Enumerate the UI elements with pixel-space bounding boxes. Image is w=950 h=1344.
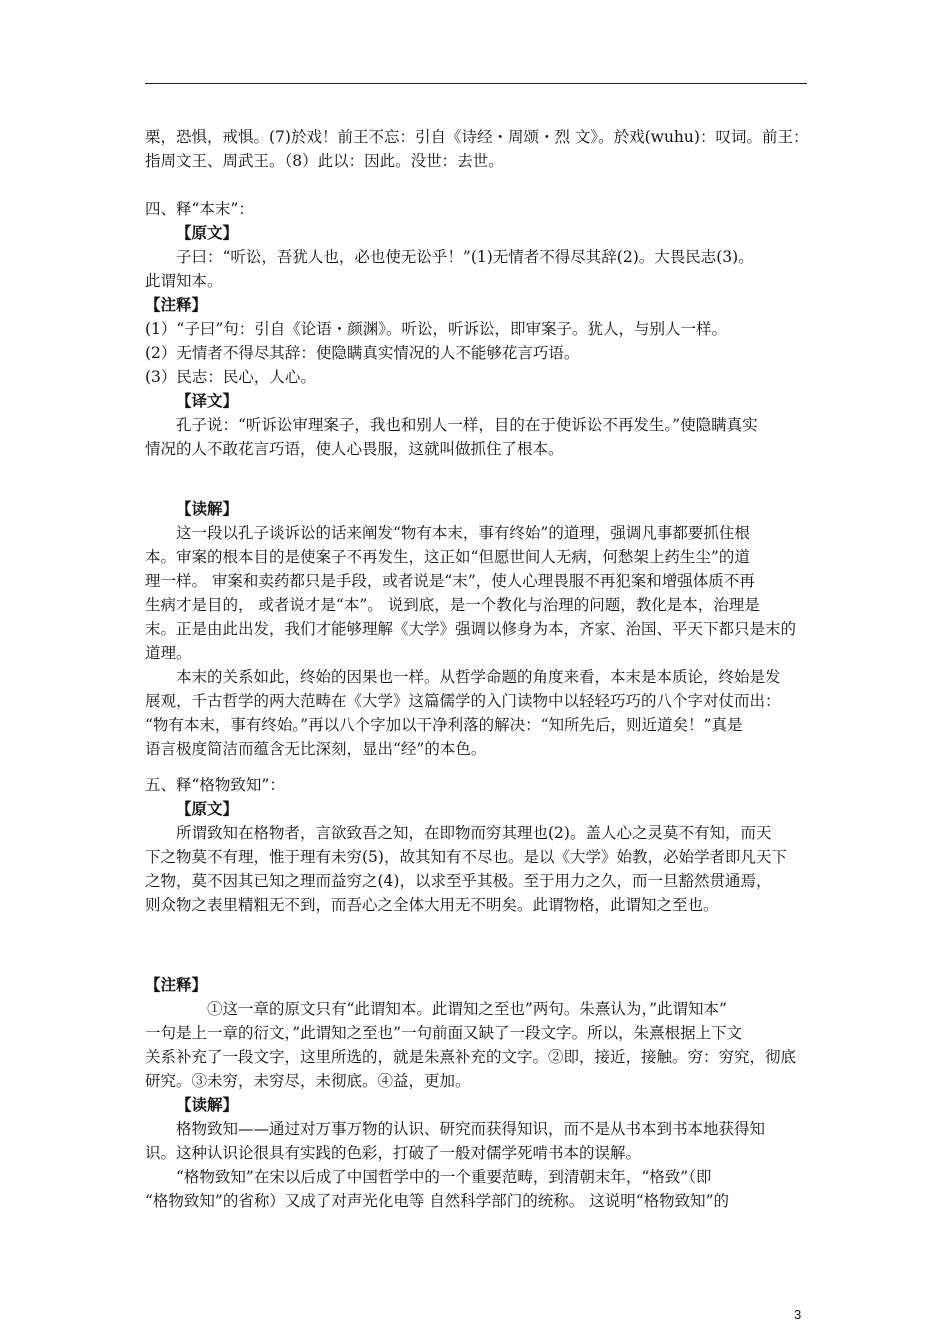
text-line: 此谓知本。 <box>145 272 223 290</box>
text-line: 识。这种认识论很具有实践的色彩，打破了一般对儒学死啃书本的误解。 <box>145 1144 642 1162</box>
subheading-original: 【原文】 <box>176 799 239 818</box>
text-line: “格物致知”的省称）又成了对声光化电等 自然科学部门的统称。 这说明“格物致知”的 <box>145 1192 730 1210</box>
section-four <box>145 197 807 461</box>
header-rule <box>145 83 807 84</box>
text-line: 格物致知——通过对万事万物的认识、研究而获得知识，而不是从书本到书本地获得知 <box>176 1120 766 1138</box>
text-line: 之物，莫不因其已知之理而益穷之(4)，以求至乎其极。至于用力之久，而一旦豁然贯通焉， <box>145 872 772 890</box>
text-line: 孔子说：“听诉讼审理案子，我也和别人一样，目的在于使诉讼不再发生。”使隐瞒真实 <box>176 416 758 434</box>
page-number: 3 <box>794 1307 802 1322</box>
text-line: 这一段以孔子谈诉讼的话来阐发“物有本末，事有终始”的道理，强调凡事都要抓住根 <box>176 524 750 542</box>
subheading-translation: 【译文】 <box>176 391 239 410</box>
text-line: 理一样。 审案和卖药都只是手段，或者说是“末”，使人心理畏服不再犯案和增强体质不再 <box>145 572 755 590</box>
text-line: 本。审案的根本目的是使案子不再发生，这正如“但愿世间人无病，何愁架上药生尘”的道 <box>145 548 750 566</box>
text-line: 道理。 <box>145 644 192 662</box>
text-line: 生病才是目的， 或者说才是“本”。 说到底，是一个教化与治理的问题，教化是本，治理是 <box>145 596 760 614</box>
text-line: ①这一章的原文只有“此谓知本。此谓知之至也”两句。朱熹认为，”此谓知本” <box>207 1000 727 1018</box>
text-line: 末。正是由此出发，我们才能够理解《大学》强调以修身为本，齐家、治国、平天下都只是末的 <box>145 620 797 638</box>
text-line: 一句是上一章的衍文，”此谓知之至也”一句前面又缺了一段文字。所以，朱熹根据上下文 <box>145 1024 743 1042</box>
text-line: 子曰：“听讼，吾犹人也，必也使无讼乎！”(1)无情者不得尽其辞(2)。大畏民志(3)。 <box>176 248 754 266</box>
subheading-notes: 【注释】 <box>145 295 208 314</box>
text-line: 所谓致知在格物者，言欲致吾之知，在即物而穷其理也(2)。盖人心之灵莫不有知，而天 <box>176 824 772 842</box>
section-five-notes <box>145 973 807 1213</box>
text-line: (3）民志：民心，人心。 <box>145 368 316 386</box>
text-line: 展观，千古哲学的两大范畴在《大学》这篇儒学的入门读物中以轻轻巧巧的八个字对仗而出： <box>145 692 781 710</box>
section-four-reading <box>145 497 807 761</box>
text-line: 关系补充了一段文字，这里所选的，就是朱熹补充的文字。②即，接近，接触。穷：穷究，彻底 <box>145 1048 797 1066</box>
subheading-reading: 【读解】 <box>176 1095 239 1114</box>
text-line: 栗，恐惧，戒惧。(7)於戏！前王不忘：引自《诗经・周颂・烈 文》。於戏(wuhu)：叹词。前王： <box>145 128 809 146</box>
subheading-reading: 【读解】 <box>176 499 239 518</box>
text-line: 指周文王、周武王。（8）此以：因此。没世：去世。 <box>145 152 504 170</box>
text-line: 研究。③未穷，未穷尽，未彻底。④益，更加。 <box>145 1072 471 1090</box>
text-line: 下之物莫不有理，惟于理有未穷(5)，故其知有不尽也。是以《大学》始教，必始学者即凡天下 <box>145 848 787 866</box>
subheading-original: 【原文】 <box>176 223 239 242</box>
text-line: (2）无情者不得尽其辞：使隐瞒真实情况的人不能够花言巧语。 <box>145 344 580 362</box>
section-heading: 四、释“本末”： <box>145 200 254 218</box>
text-line: 本末的关系如此，终始的因果也一样。从哲学命题的角度来看，本末是本质论，终始是发 <box>176 668 781 686</box>
text-line: “格物致知”在宋以后成了中国哲学中的一个重要范畴，到清朝末年，“格致”（即 <box>176 1168 712 1186</box>
text-line: “物有本末，事有终始。”再以八个字加以干净利落的解决：“知所先后，则近道矣！”真是 <box>145 716 743 734</box>
text-line: 语言极度简洁而蕴含无比深刻，显出“经”的本色。 <box>145 740 487 758</box>
text-line: 情况的人不敢花言巧语，使人心畏服，这就叫做抓住了根本。 <box>145 440 564 458</box>
section-five <box>145 773 807 917</box>
text-line: (1）“子曰”句：引自《论语・颜渊》。听讼，听诉讼，即审案子。犹人，与别人一样。 <box>145 320 728 338</box>
subheading-notes: 【注释】 <box>145 975 208 994</box>
text-line: 则众物之表里精粗无不到，而吾心之全体大用无不明矣。此谓物格，此谓知之至也。 <box>145 896 719 914</box>
section-heading: 五、释“格物致知”： <box>145 776 285 794</box>
text-block-top <box>145 125 807 173</box>
